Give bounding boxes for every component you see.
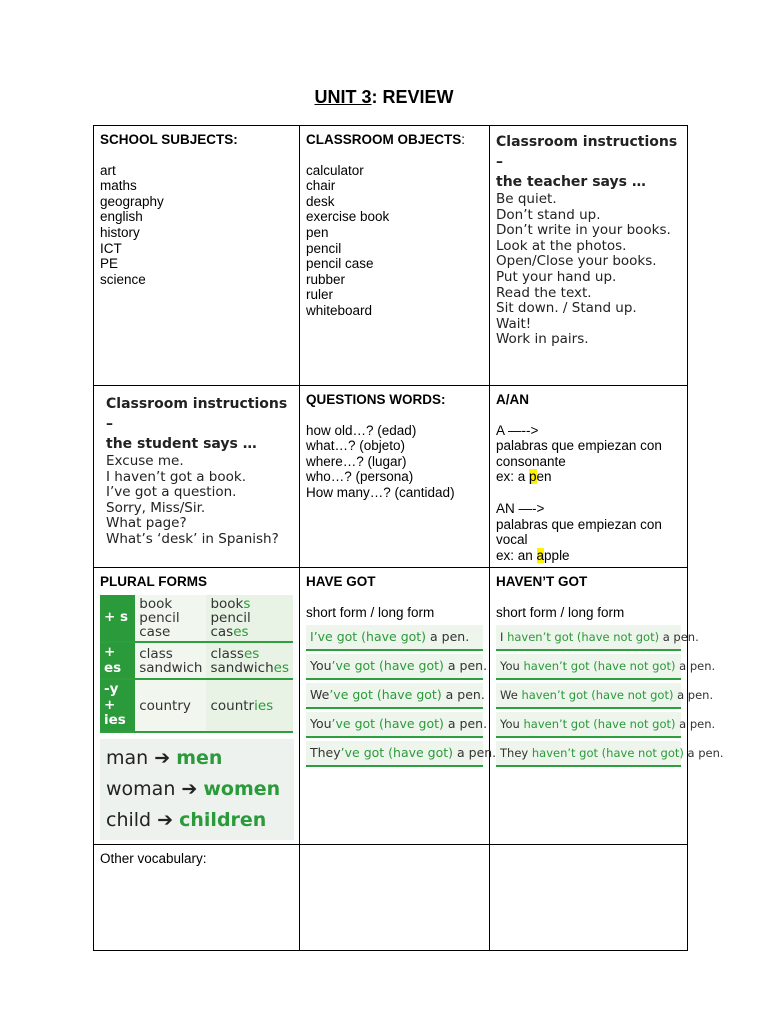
have-got-line xyxy=(306,741,497,767)
list-item: Wait! xyxy=(496,315,532,332)
teacher-says-header-2: the teacher says … xyxy=(496,174,646,190)
irregular-plurals xyxy=(100,739,294,840)
plural-plural xyxy=(206,642,293,679)
singular-word: country xyxy=(139,697,191,714)
other-vocabulary-label: Other vocabulary: xyxy=(100,850,207,866)
list-item: desk xyxy=(306,193,335,209)
list-item: Put your hand up. xyxy=(496,268,617,285)
an-desc-2: vocal xyxy=(496,532,528,548)
classroom-objects-header xyxy=(306,132,483,148)
list-item: art xyxy=(100,162,116,178)
list-item: Excuse me. xyxy=(106,453,184,469)
havent-got-cell xyxy=(490,568,724,845)
irregular-plural: children xyxy=(179,808,267,831)
list-item: Don’t stand up. xyxy=(496,206,601,223)
other-vocabulary-cell xyxy=(94,844,300,950)
subject: I xyxy=(310,628,314,644)
a-an-cell xyxy=(490,386,688,568)
irregular-row xyxy=(106,774,288,805)
student-says-cell xyxy=(94,386,300,568)
list-item: who…? (persona) xyxy=(306,469,414,485)
arrow-right-icon: ➔ xyxy=(154,746,171,769)
a-an-header: A/AN xyxy=(496,392,529,407)
irregular-plural: men xyxy=(176,746,223,769)
have-got-line xyxy=(306,683,483,709)
havent-got-line xyxy=(496,712,716,738)
plural-plural xyxy=(206,595,293,642)
list-item: Don’t write in your books. xyxy=(496,222,671,239)
list-item: pencil case xyxy=(306,256,374,272)
verb: ’ve got (have got) xyxy=(331,657,444,673)
plural-singular xyxy=(135,595,206,642)
subject: You xyxy=(500,716,524,731)
a-example xyxy=(496,469,681,485)
list-item: maths xyxy=(100,178,137,194)
question-words-list xyxy=(306,423,483,501)
plural-forms-cell xyxy=(94,568,300,845)
student-says-header-2: the student says … xyxy=(106,436,257,452)
object: a pen. xyxy=(443,657,488,673)
a-example-suffix: en xyxy=(536,469,552,485)
havent-got-line xyxy=(496,741,724,767)
list-item: Look at the photos. xyxy=(496,237,627,254)
irregular-singular: child xyxy=(106,808,152,831)
plural-singular xyxy=(135,679,206,732)
an-desc-1: palabras que empiezan con xyxy=(496,516,662,532)
list-item: I haven’t got a book. xyxy=(106,468,247,485)
list-item: geography xyxy=(100,193,164,209)
verb: ’ve got (have got) xyxy=(313,628,427,644)
have-got-header: HAVE GOT xyxy=(306,574,376,590)
list-item: rubber xyxy=(306,271,346,287)
havent-got-header: HAVEN’T GOT xyxy=(496,574,588,590)
plural-rule-label: + s xyxy=(100,595,135,642)
school-subjects-header: SCHOOL SUBJECTS: xyxy=(100,132,238,147)
plural-rule-label: -y + ies xyxy=(100,679,135,732)
irregular-row xyxy=(106,743,288,774)
arrow-right-icon: ➔ xyxy=(157,808,174,831)
school-subjects-list xyxy=(100,163,293,288)
list-item: history xyxy=(100,224,140,240)
plural-plural xyxy=(206,679,293,732)
irregular-plural: women xyxy=(203,777,281,800)
an-example-suffix: pple xyxy=(544,547,570,563)
page-title xyxy=(0,87,768,108)
classroom-objects-cell xyxy=(300,126,490,386)
question-words-header: QUESTIONS WORDS: xyxy=(306,392,446,407)
an-example-prefix: ex: an xyxy=(496,547,537,563)
plural-word: sandwiches xyxy=(210,659,289,676)
object: a pen. xyxy=(673,687,714,702)
teacher-says-cell xyxy=(490,126,688,386)
a-example-prefix: ex: a xyxy=(496,469,530,485)
verb: haven’t got (have not got) xyxy=(523,716,676,731)
havent-got-line xyxy=(496,625,699,651)
verb: haven’t got (have not got) xyxy=(531,745,684,760)
list-item: PE xyxy=(100,256,119,272)
havent-got-line xyxy=(496,654,716,680)
have-got-line xyxy=(306,712,488,738)
a-rule: A —--> xyxy=(496,422,539,438)
subject: You xyxy=(310,715,332,731)
have-got-line xyxy=(306,625,483,651)
plural-word: pencil cases xyxy=(210,609,251,640)
list-item: Read the text. xyxy=(496,284,592,301)
object: a pen. xyxy=(426,628,470,644)
list-item: Be quiet. xyxy=(496,191,557,207)
subject: We xyxy=(310,686,330,702)
object: a pen. xyxy=(659,629,699,644)
an-rule: AN —-> xyxy=(496,500,545,516)
list-item: What page? xyxy=(106,515,187,532)
object: a pen. xyxy=(675,658,716,673)
verb: ’ve got (have got) xyxy=(340,744,454,760)
object: a pen. xyxy=(443,715,488,731)
list-item: calculator xyxy=(306,162,364,178)
a-example-highlight: p xyxy=(529,469,537,485)
list-item: chair xyxy=(306,178,336,194)
irregular-singular: woman xyxy=(106,777,176,800)
list-item: How many…? (cantidad) xyxy=(306,484,455,500)
teacher-says-header-1: Classroom instructions – xyxy=(496,134,678,170)
object: a pen. xyxy=(675,716,716,731)
a-desc-2: consonante xyxy=(496,453,566,469)
list-item: Sit down. / Stand up. xyxy=(496,300,637,317)
question-words-cell xyxy=(300,386,490,568)
empty-cell xyxy=(490,844,688,950)
classroom-objects-colon: : xyxy=(461,132,466,147)
singular-word: pencil case xyxy=(139,609,180,640)
list-item: Open/Close your books. xyxy=(496,253,657,270)
list-item: where…? (lugar) xyxy=(306,453,407,469)
plural-word: classes xyxy=(210,645,260,662)
list-item: ruler xyxy=(306,287,334,303)
school-subjects-cell xyxy=(94,126,300,386)
list-item: ICT xyxy=(100,240,122,256)
list-item: pencil xyxy=(306,240,342,256)
plural-word: countries xyxy=(210,697,274,714)
plural-forms-header: PLURAL FORMS xyxy=(100,574,207,590)
plural-table xyxy=(100,595,293,733)
an-example xyxy=(496,548,681,564)
object: a pen. xyxy=(453,744,497,760)
singular-word: class xyxy=(139,645,173,662)
list-item: Sorry, Miss/Sir. xyxy=(106,499,206,516)
an-example-highlight: a xyxy=(536,547,545,563)
subject: We xyxy=(500,687,522,702)
list-item: pen xyxy=(306,224,329,240)
plural-singular xyxy=(135,642,206,679)
student-says-header-1: Classroom instructions – xyxy=(106,396,288,432)
subject: They xyxy=(500,745,532,760)
arrow-right-icon: ➔ xyxy=(181,777,198,800)
list-item: What’s ‘desk’ in Spanish? xyxy=(106,530,279,547)
have-got-cell xyxy=(300,568,497,845)
list-item: english xyxy=(100,209,143,225)
plural-rule-label: + es xyxy=(100,642,135,679)
irregular-singular: man xyxy=(106,746,149,769)
list-item: how old…? (edad) xyxy=(306,422,417,438)
object: a pen. xyxy=(441,686,485,702)
list-item: exercise book xyxy=(306,209,390,225)
object: a pen. xyxy=(683,745,724,760)
list-item: whiteboard xyxy=(306,302,373,318)
title-rest: : REVIEW xyxy=(371,87,454,107)
list-item: Work in pairs. xyxy=(496,331,589,348)
list-item: science xyxy=(100,271,146,287)
verb: haven’t got (have not got) xyxy=(523,658,676,673)
singular-word: book xyxy=(139,595,173,612)
unit-label: UNIT 3 xyxy=(314,87,372,107)
irregular-row xyxy=(106,805,288,836)
review-table xyxy=(93,125,724,951)
have-got-line xyxy=(306,654,488,680)
subject: I xyxy=(500,629,508,644)
verb: ’ve got (have got) xyxy=(329,686,442,702)
have-got-subheader: short form / long form xyxy=(306,604,435,620)
singular-word: sandwich xyxy=(139,659,203,676)
list-item: I’ve got a question. xyxy=(106,484,237,501)
classroom-objects-list xyxy=(306,163,483,319)
a-desc-1: palabras que empiezan con xyxy=(496,438,662,454)
verb: haven’t got (have not got) xyxy=(521,687,674,702)
verb: haven’t got (have not got) xyxy=(507,629,660,644)
havent-got-subheader: short form / long form xyxy=(496,604,625,620)
subject: They xyxy=(310,744,341,760)
empty-cell xyxy=(300,844,490,950)
subject: You xyxy=(310,657,332,673)
havent-got-line xyxy=(496,683,714,709)
classroom-objects-title: CLASSROOM OBJECTS xyxy=(306,132,462,147)
subject: You xyxy=(500,658,524,673)
verb: ’ve got (have got) xyxy=(331,715,444,731)
list-item: what…? (objeto) xyxy=(306,438,406,454)
plural-word: books xyxy=(210,595,251,612)
